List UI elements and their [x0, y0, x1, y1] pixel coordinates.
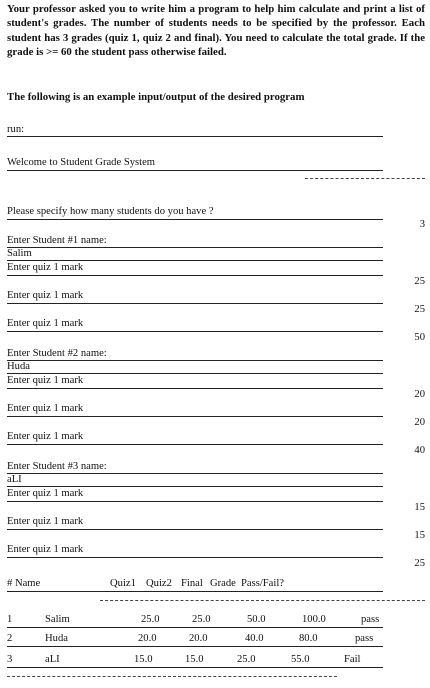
row-quiz2: 15.0 — [185, 654, 204, 665]
divider — [7, 646, 383, 647]
row-number: 3 — [7, 654, 13, 665]
row-grade: 55.0 — [291, 654, 310, 665]
col-header-num-name: # Name — [7, 578, 41, 589]
divider — [7, 170, 383, 171]
student-count-value: 3 — [419, 219, 425, 230]
row-result: pass — [361, 614, 380, 625]
quiz-mark: 25 — [414, 558, 425, 569]
quiz-prompt: Enter quiz 1 mark — [7, 544, 84, 555]
divider — [7, 591, 383, 592]
quiz-mark: 50 — [414, 332, 425, 343]
problem-statement: Your professor asked you to write him a program to help him calculate and print a list of student's grades. The number of students needs to be specified by the professor. Each student has 3 grades (quiz 1, quiz 2 and final). You need to calculate the total grade. If the grade is >= 60 the student pass otherwise failed. — [7, 3, 425, 58]
row-number: 1 — [7, 614, 13, 625]
row-grade: 100.0 — [302, 614, 326, 625]
divider — [7, 529, 383, 530]
welcome-line: Welcome to Student Grade System — [7, 157, 156, 168]
col-header-pass-fail: Pass/Fail? — [241, 578, 284, 589]
row-final: 25.0 — [237, 654, 256, 665]
row-name: Huda — [45, 633, 68, 644]
row-final: 50.0 — [247, 614, 266, 625]
row-number: 2 — [7, 633, 13, 644]
row-quiz1: 20.0 — [138, 633, 157, 644]
quiz-mark: 25 — [414, 304, 425, 315]
row-name: aLI — [45, 654, 60, 665]
col-header-grade: Grade — [210, 578, 236, 589]
student-name-prompt: Enter Student #1 name: — [7, 235, 107, 246]
row-result: pass — [355, 633, 374, 644]
dashed-divider — [305, 178, 425, 179]
divider — [7, 667, 383, 668]
run-label: run: — [7, 124, 25, 135]
student-name: Huda — [7, 361, 30, 372]
col-header-quiz1: Quiz1 — [110, 578, 136, 589]
divider — [7, 303, 383, 304]
student-count-prompt: Please specify how many students do you have ? — [7, 206, 214, 217]
row-quiz1: 15.0 — [134, 654, 153, 665]
student-name: aLI — [7, 474, 22, 485]
quiz-mark: 25 — [414, 276, 425, 287]
student-name-prompt: Enter Student #3 name: — [7, 461, 107, 472]
quiz-prompt: Enter quiz 1 mark — [7, 318, 84, 329]
divider — [7, 373, 383, 374]
divider — [7, 627, 383, 628]
dashed-divider — [100, 600, 425, 601]
quiz-mark: 20 — [414, 417, 425, 428]
divider — [7, 331, 383, 332]
divider — [7, 136, 383, 137]
row-final: 40.0 — [245, 633, 264, 644]
dashed-divider — [7, 676, 337, 677]
divider — [7, 219, 383, 220]
divider — [7, 486, 383, 487]
divider — [7, 360, 383, 361]
divider — [7, 501, 383, 502]
divider — [7, 275, 383, 276]
quiz-prompt: Enter quiz 1 mark — [7, 431, 84, 442]
row-quiz2: 25.0 — [192, 614, 211, 625]
student-name-prompt: Enter Student #2 name: — [7, 348, 107, 359]
quiz-mark: 15 — [414, 502, 425, 513]
divider — [7, 557, 383, 558]
col-header-final: Final — [181, 578, 203, 589]
quiz-prompt: Enter quiz 1 mark — [7, 290, 84, 301]
quiz-prompt: Enter quiz 1 mark — [7, 403, 84, 414]
divider — [7, 260, 383, 261]
quiz-prompt: Enter quiz 1 mark — [7, 516, 84, 527]
student-name: Salim — [7, 248, 32, 259]
quiz-prompt: Enter quiz 1 mark — [7, 262, 84, 273]
divider — [7, 388, 383, 389]
quiz-mark: 40 — [414, 445, 425, 456]
quiz-prompt: Enter quiz 1 mark — [7, 488, 84, 499]
divider — [7, 416, 383, 417]
col-header-quiz2: Quiz2 — [146, 578, 172, 589]
row-quiz1: 25.0 — [141, 614, 160, 625]
row-quiz2: 20.0 — [189, 633, 208, 644]
example-heading: The following is an example input/output of the desired program — [7, 91, 305, 103]
row-result: Fail — [344, 654, 361, 665]
quiz-prompt: Enter quiz 1 mark — [7, 375, 84, 386]
quiz-mark: 20 — [414, 389, 425, 400]
divider — [7, 473, 383, 474]
divider — [7, 247, 383, 248]
divider — [7, 444, 383, 445]
row-name: Salim — [45, 614, 70, 625]
quiz-mark: 15 — [414, 530, 425, 541]
row-grade: 80.0 — [299, 633, 318, 644]
